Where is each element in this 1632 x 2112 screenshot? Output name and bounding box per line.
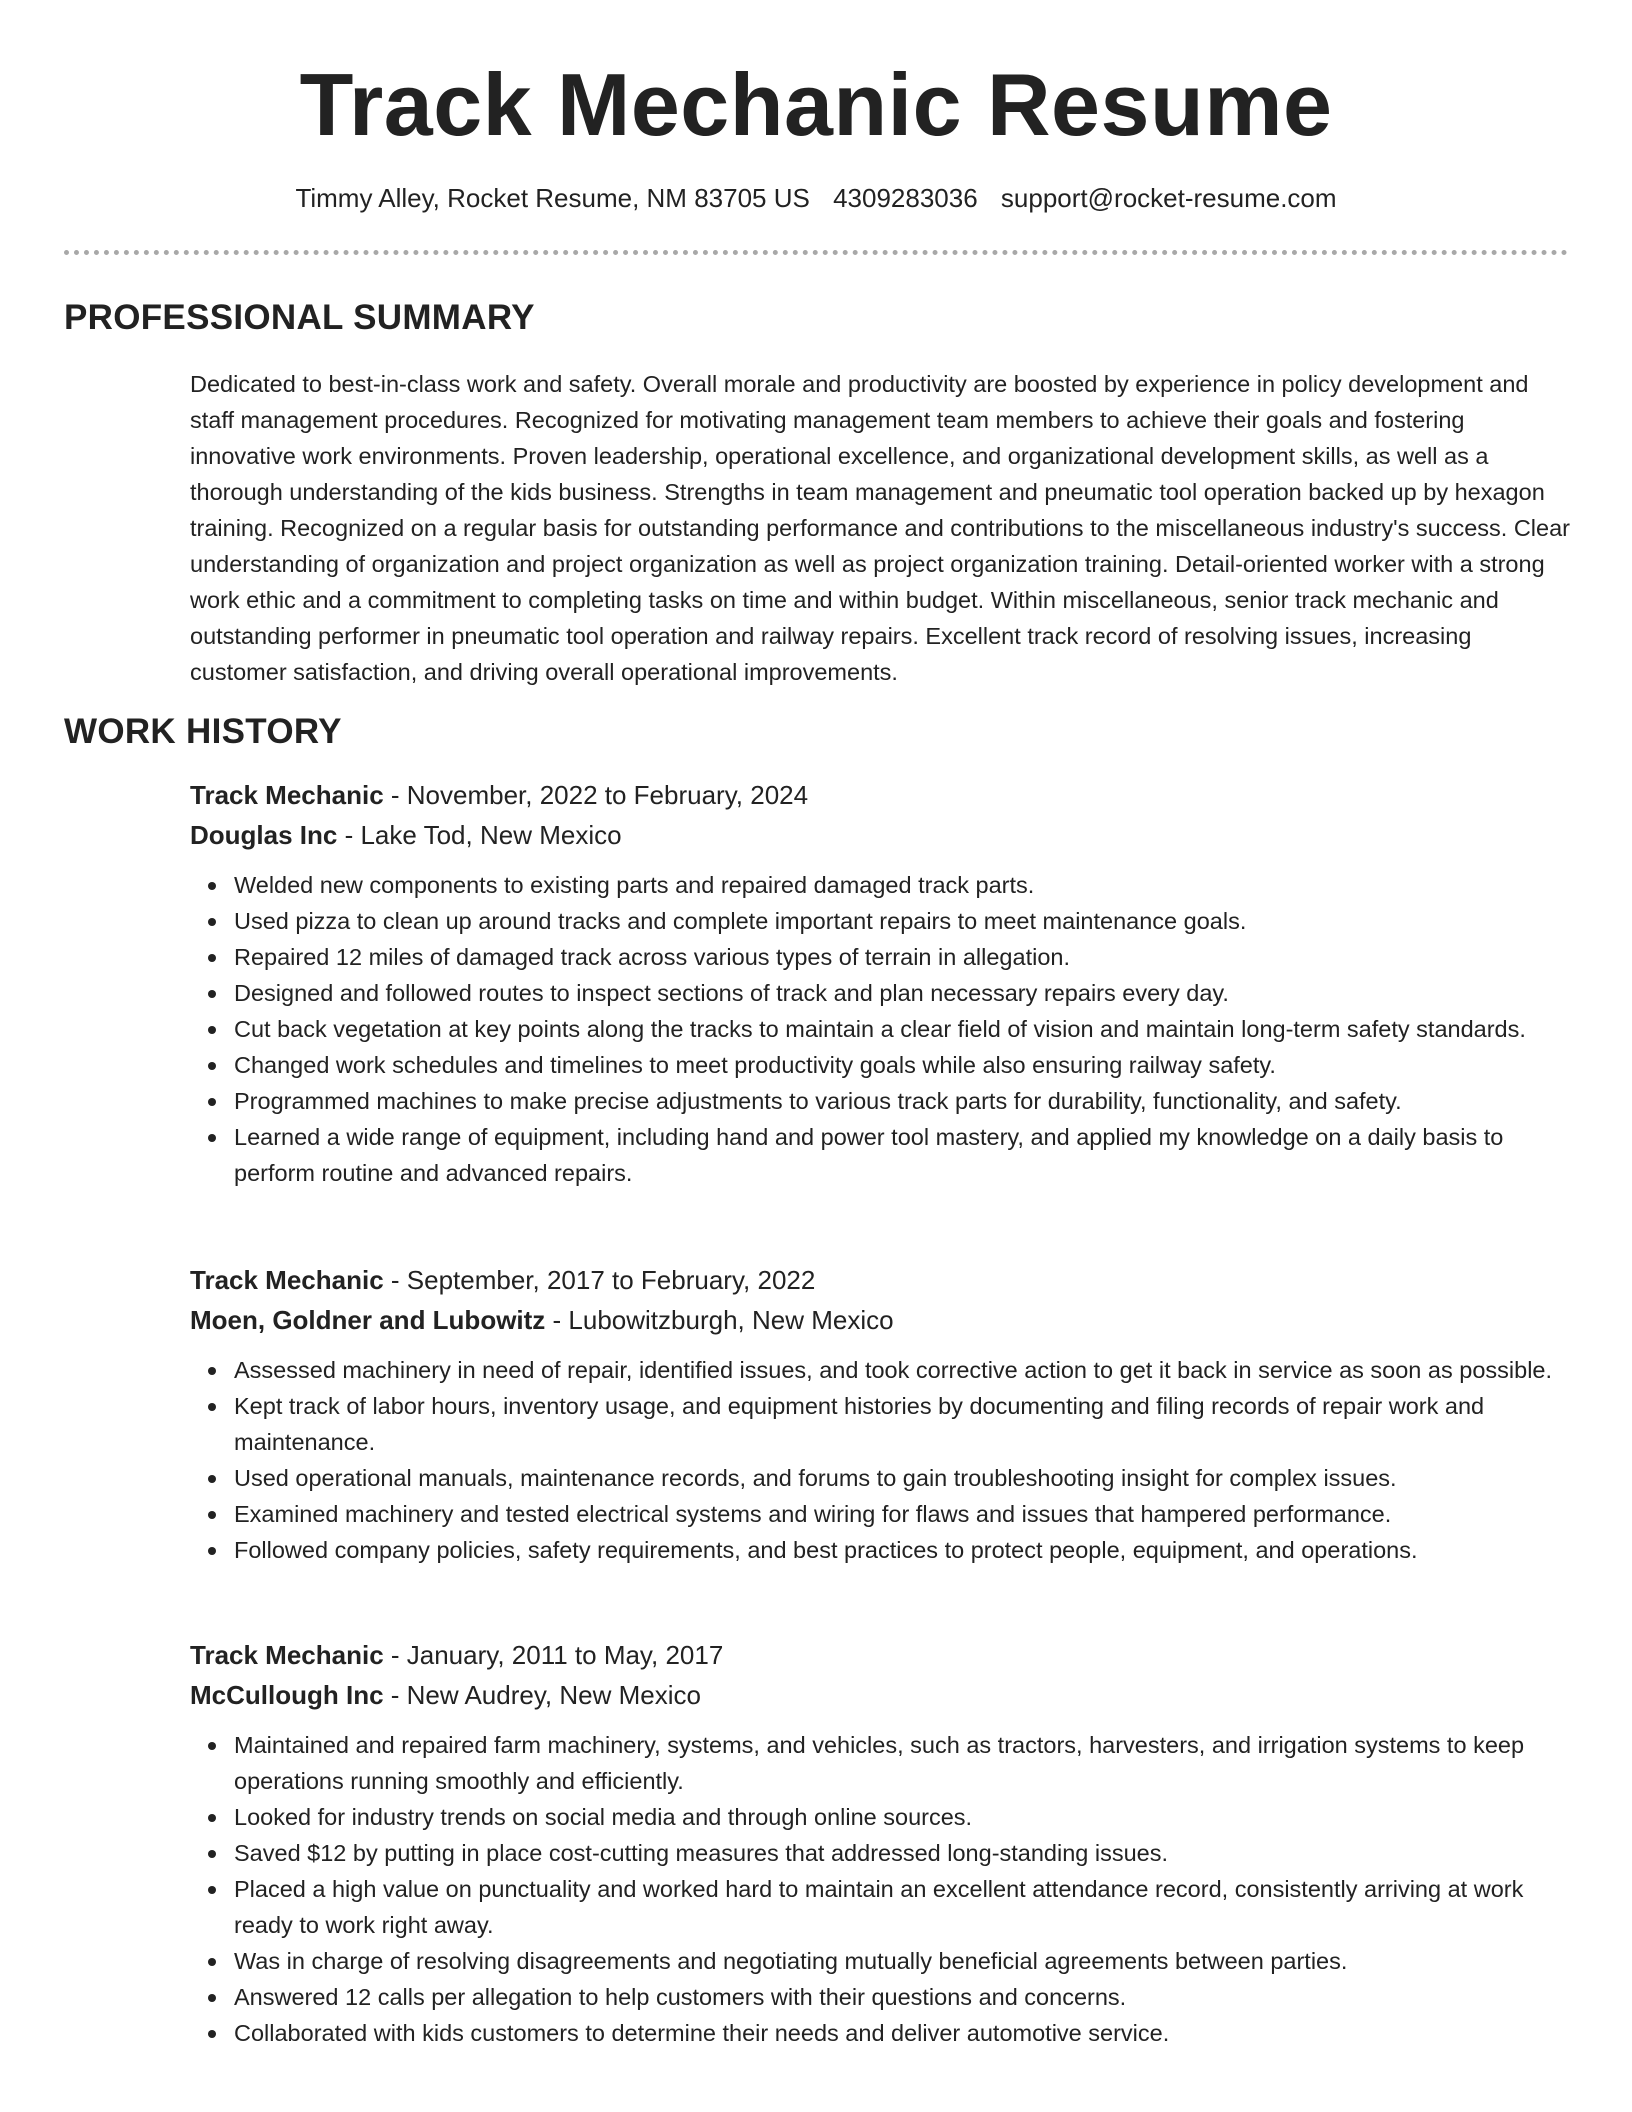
list-item: Changed work schedules and timelines to meet productivity goals while also ensuring railway safety. <box>234 1047 1570 1083</box>
contact-phone: 4309283036 <box>833 183 978 213</box>
job-company-line <box>190 815 1570 855</box>
job-company-line <box>190 1675 1570 1715</box>
list-item: Placed a high value on punctuality and worked hard to maintain an excellent attendance record, consistently arriving at work ready to work right away. <box>234 1871 1570 1943</box>
list-item: Used pizza to clean up around tracks and complete important repairs to meet maintenance goals. <box>234 903 1570 939</box>
job-title-line <box>190 1635 1570 1675</box>
list-item: Saved $12 by putting in place cost-cutting measures that addressed long-standing issues. <box>234 1835 1570 1871</box>
list-item: Cut back vegetation at key points along the tracks to maintain a clear field of vision and maintain long-term safety standards. <box>234 1011 1570 1047</box>
summary-heading: PROFESSIONAL SUMMARY <box>64 298 535 337</box>
job-entry <box>190 1635 1570 2051</box>
job-company: Douglas Inc <box>190 820 338 850</box>
list-item: Kept track of labor hours, inventory usage, and equipment histories by documenting and filing records of repair work and maintenance. <box>234 1388 1570 1460</box>
job-title: Track Mechanic <box>190 780 384 810</box>
job-location: - Lake Tod, New Mexico <box>337 820 622 850</box>
job-entry <box>190 775 1570 1191</box>
header-divider <box>64 250 1568 255</box>
summary-text: Dedicated to best-in-class work and safety. Overall morale and productivity are boosted by experience in policy development and staff management procedures. Recognized for motivating management team members to achieve their goals and fostering innovative work environments. Proven leadership, operational excellence, and organizational development skills, as well as a thorough understanding of the kids business. Strengths in team management and pneumatic tool operation backed up by hexagon training. Recognized on a regular basis for outstanding performance and contributions to the miscellaneous industry's success. Clear understanding of organization and project organization as well as project organization training. Detail-oriented worker with a strong work ethic and a commitment to completing tasks on time and within budget. Within miscellaneous, senior track mechanic and outstanding performer in pneumatic tool operation and railway repairs. Excellent track record of resolving issues, increasing customer satisfaction, and driving overall operational improvements. <box>190 371 1570 685</box>
list-item: Collaborated with kids customers to determine their needs and deliver automotive service. <box>234 2015 1570 2051</box>
job-company: Moen, Goldner and Lubowitz <box>190 1305 546 1335</box>
job-title: Track Mechanic <box>190 1265 384 1295</box>
list-item: Answered 12 calls per allegation to help customers with their questions and concerns. <box>234 1979 1570 2015</box>
contact-address: Timmy Alley, Rocket Resume, NM 83705 US <box>295 183 810 213</box>
job-title-line <box>190 1260 1570 1300</box>
work-history-heading: WORK HISTORY <box>64 712 342 751</box>
job-bullets <box>190 867 1570 1191</box>
list-item: Examined machinery and tested electrical systems and wiring for flaws and issues that hampered performance. <box>234 1496 1570 1532</box>
list-item: Designed and followed routes to inspect sections of track and plan necessary repairs every day. <box>234 975 1570 1011</box>
job-bullets <box>190 1352 1570 1568</box>
list-item: Welded new components to existing parts and repaired damaged track parts. <box>234 867 1570 903</box>
job-location: - New Audrey, New Mexico <box>383 1680 701 1710</box>
job-entry <box>190 1260 1570 1568</box>
list-item: Repaired 12 miles of damaged track across various types of terrain in allegation. <box>234 939 1570 975</box>
list-item: Learned a wide range of equipment, including hand and power tool mastery, and applied my knowledge on a daily basis to perform routine and advanced repairs. <box>234 1119 1570 1191</box>
list-item: Maintained and repaired farm machinery, systems, and vehicles, such as tractors, harvesters, and irrigation systems to keep operations running smoothly and efficiently. <box>234 1727 1570 1799</box>
job-dates: - November, 2022 to February, 2024 <box>383 780 809 810</box>
job-dates: - January, 2011 to May, 2017 <box>383 1640 724 1670</box>
list-item: Assessed machinery in need of repair, identified issues, and took corrective action to get it back in service as soon as possible. <box>234 1352 1570 1388</box>
contact-line <box>0 180 1632 216</box>
job-company-line <box>190 1300 1570 1340</box>
list-item: Programmed machines to make precise adjustments to various track parts for durability, functionality, and safety. <box>234 1083 1570 1119</box>
job-title: Track Mechanic <box>190 1640 384 1670</box>
list-item: Was in charge of resolving disagreements and negotiating mutually beneficial agreements between parties. <box>234 1943 1570 1979</box>
job-company: McCullough Inc <box>190 1680 384 1710</box>
job-dates: - September, 2017 to February, 2022 <box>383 1265 816 1295</box>
list-item: Followed company policies, safety requirements, and best practices to protect people, equipment, and operations. <box>234 1532 1570 1568</box>
page-title: Track Mechanic Resume <box>299 55 1333 154</box>
job-location: - Lubowitzburgh, New Mexico <box>545 1305 894 1335</box>
job-bullets <box>190 1727 1570 2051</box>
list-item: Looked for industry trends on social media and through online sources. <box>234 1799 1570 1835</box>
list-item: Used operational manuals, maintenance records, and forums to gain troubleshooting insight for complex issues. <box>234 1460 1570 1496</box>
job-title-line <box>190 775 1570 815</box>
contact-email: support@rocket-resume.com <box>1000 183 1337 213</box>
